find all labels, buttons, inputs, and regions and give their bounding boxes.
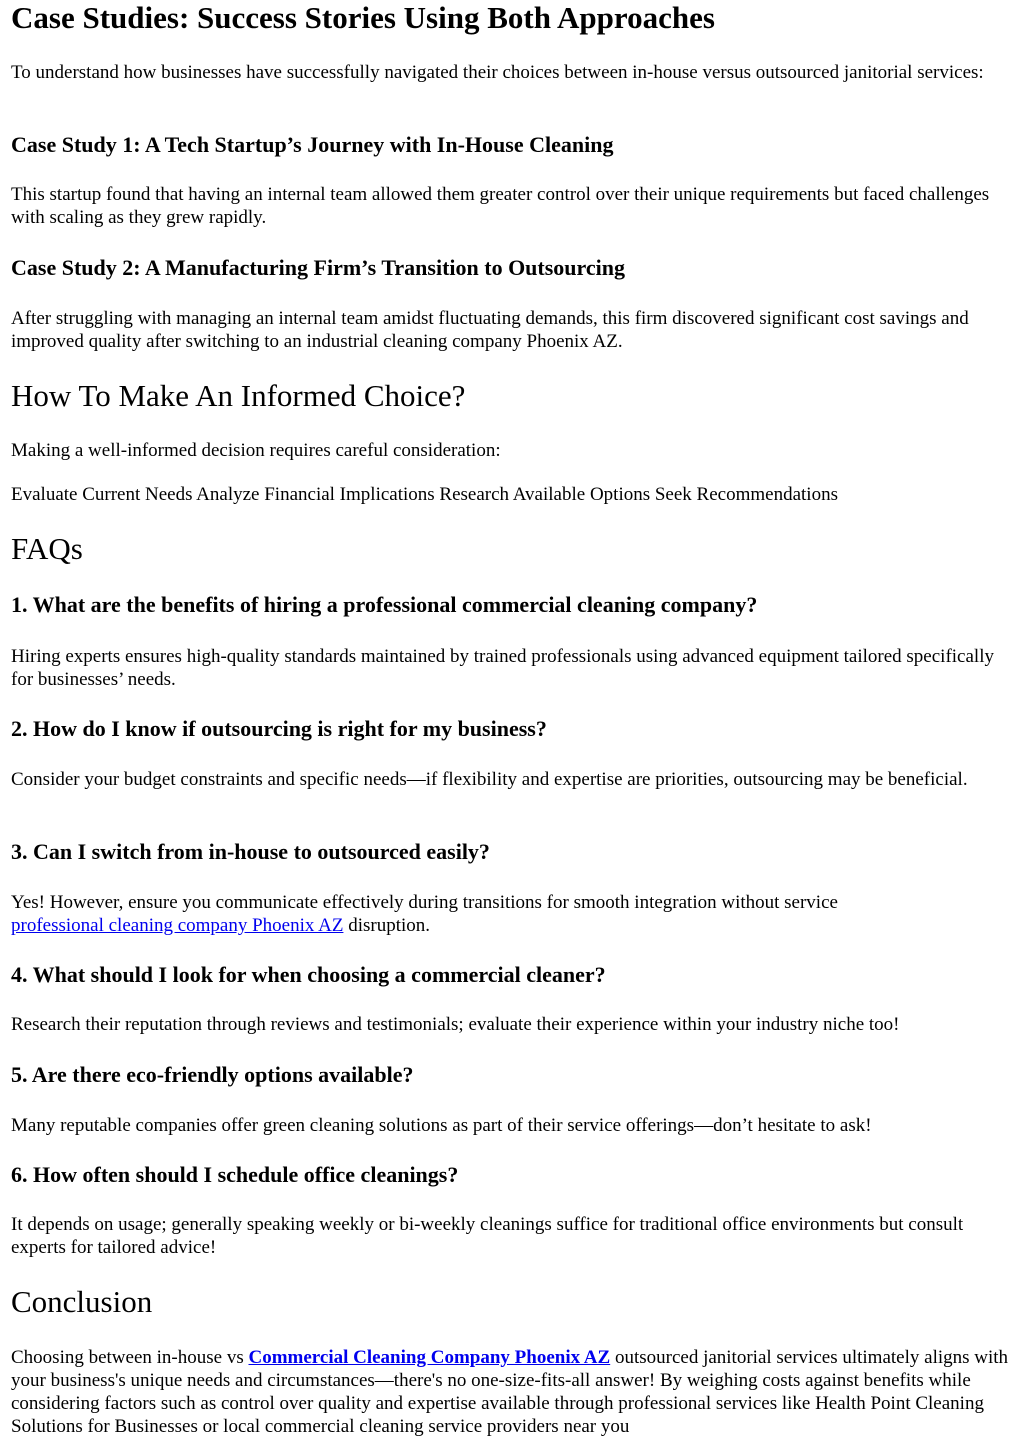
faq-question-5: 5. Are there eco-friendly options available? <box>11 1062 414 1087</box>
informed-choice-intro: Making a well-informed decision requires careful consideration: <box>11 440 501 461</box>
faq-answer-4: Research their reputation through reviews and testimonials; evaluate their experience within your industry niche too! <box>11 1014 900 1035</box>
informed-choice-heading: How To Make An Informed Choice? <box>11 378 466 413</box>
case-study-1-body: This startup found that having an internal team allowed them greater control over their unique requirements but faced challenges with scaling as they grew rapidly. <box>11 184 990 228</box>
case-study-2-title: Case Study 2: A Manufacturing Firm’s Transition to Outsourcing <box>11 255 626 280</box>
case-studies-intro: To understand how businesses have successfully navigated their choices between in-house versus outsourced janitorial services: <box>11 62 984 83</box>
conclusion-text-before: Choosing between in-house vs <box>11 1347 249 1368</box>
commercial-cleaning-link[interactable]: Commercial Cleaning Company Phoenix AZ <box>248 1347 611 1368</box>
faq-answer-2: Consider your budget constraints and specific needs—if flexibility and expertise are priorities, outsourcing may be beneficial. <box>11 769 968 790</box>
faq-answer-6: It depends on usage; generally speaking weekly or bi-weekly cleanings suffice for traditional office environments but consult experts for tailored advice! <box>11 1214 964 1258</box>
faq-question-4: 4. What should I look for when choosing a commercial cleaner? <box>11 962 606 987</box>
informed-choice-steps: Evaluate Current Needs Analyze Financial Implications Research Available Options Seek Recommendations <box>11 484 838 505</box>
faq-question-1: 1. What are the benefits of hiring a professional commercial cleaning company? <box>11 592 758 617</box>
faq-question-6: 6. How often should I schedule office cleanings? <box>11 1162 459 1187</box>
case-study-1-title: Case Study 1: A Tech Startup’s Journey with In-House Cleaning <box>11 132 614 157</box>
faq-answer-3-line2 <box>11 914 430 937</box>
professional-cleaning-link[interactable]: professional cleaning company Phoenix AZ <box>11 915 344 936</box>
conclusion-body <box>11 1346 1011 1438</box>
faq-answer-3-line1: Yes! However, ensure you communicate effectively during transitions for smooth integration without service <box>11 892 838 913</box>
case-study-2-body: After struggling with managing an internal team amidst fluctuating demands, this firm discovered significant cost savings and improved quality after switching to an industrial cleaning company Phoenix AZ. <box>11 308 969 352</box>
faq-question-3: 3. Can I switch from in-house to outsourced easily? <box>11 839 490 864</box>
case-studies-heading: Case Studies: Success Stories Using Both Approaches <box>11 0 715 35</box>
faq-question-2: 2. How do I know if outsourcing is right for my business? <box>11 716 547 741</box>
conclusion-heading: Conclusion <box>11 1284 153 1319</box>
conclusion-text-after: outsourced janitorial services ultimately aligns with your business's unique needs and circumstances—there's no one-size-fits-all answer! By weighing costs against benefits while considering factors such as control over quality and expertise available through professional services like Health Point Cleaning Solutions for Businesses or local commercial cleaning service providers near you <box>11 1347 1009 1437</box>
faq-answer-5: Many reputable companies offer green cleaning solutions as part of their service offerings—don’t hesitate to ask! <box>11 1115 872 1136</box>
faqs-heading: FAQs <box>11 531 83 566</box>
faq-answer-1: Hiring experts ensures high-quality standards maintained by trained professionals using advanced equipment tailored specifically for businesses’ needs. <box>11 646 994 690</box>
faq-answer-3-tail: disruption. <box>343 915 430 936</box>
